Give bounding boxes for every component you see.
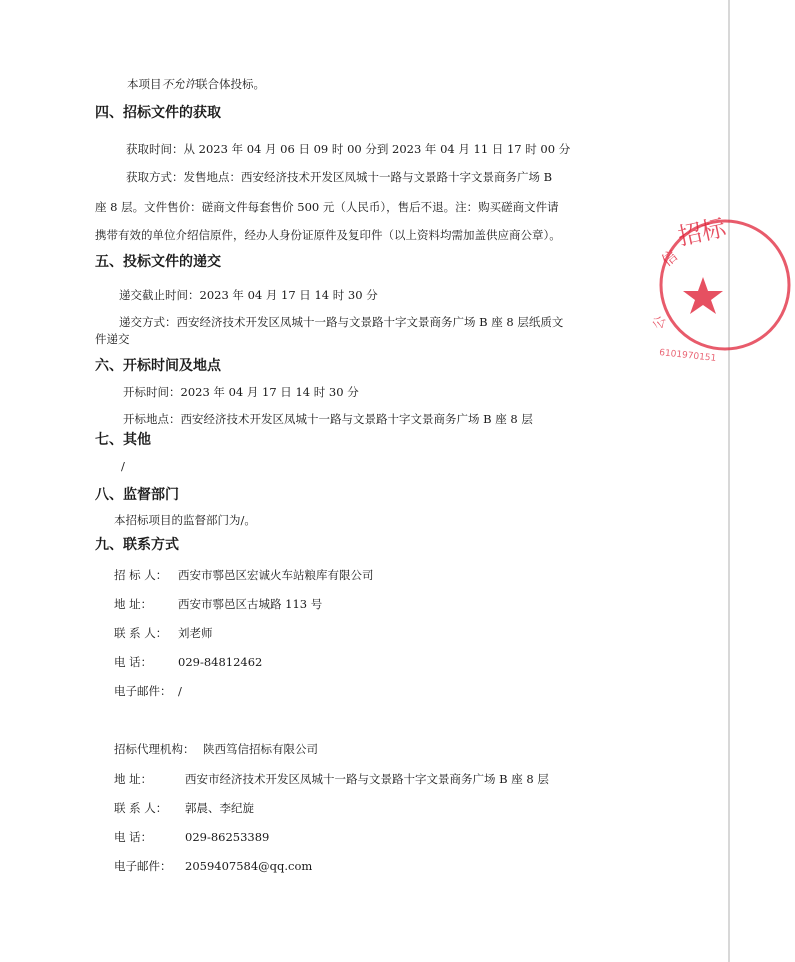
agency-phone-label: 电 话： [114,830,153,844]
section5-deadline: 递交截止时间：2023 年 04 月 17 日 14 时 30 分 [119,288,378,302]
agency-email-value: 2059407584@qq.com [185,859,313,873]
seal-side-char: 公 [650,314,670,332]
buyer-email-row [114,684,182,698]
agency-phone-value: 029-86253389 [185,830,270,844]
buyer-contact-row [114,626,213,640]
section8-content: 本招标项目的监督部门为/。 [114,513,256,527]
section5-method-2: 件递交 [95,332,130,346]
intro-prefix: 本项目 [127,77,162,91]
section8-title: 八、监督部门 [95,487,179,503]
buyer-address-value: 西安市鄠邑区古城路 113 号 [178,597,323,611]
agency-name-value: 陕西笃信招标有限公司 [203,742,318,756]
section4-method-1: 获取方式：发售地点：西安经济技术开发区凤城十一路与文景路十字文景商务广场 B [126,170,553,184]
agency-email-row [114,859,312,873]
page-edge [728,0,730,962]
buyer-name-value: 西安市鄠邑区宏诚火车站粮库有限公司 [178,568,374,582]
buyer-address-row [114,597,322,611]
buyer-name-row [114,568,374,582]
agency-email-label: 电子邮件： [114,859,172,873]
agency-name-row [114,742,318,756]
seal-star-icon [683,277,723,314]
agency-address-value: 西安市经济技术开发区凤城十一路与文景路十字文景商务广场 B 座 8 层 [185,772,549,786]
agency-address-row [114,772,549,786]
agency-contact-row [114,801,254,815]
section6-title: 六、开标时间及地点 [95,358,221,374]
buyer-phone-value: 029-84812462 [178,655,263,669]
section6-time: 开标时间：2023 年 04 月 17 日 14 时 30 分 [123,385,359,399]
intro-line [127,77,265,91]
buyer-address-label: 地 址： [114,597,153,611]
section4-time: 获取时间：从 2023 年 04 月 06 日 09 时 00 分到 2023 年 04 月 11 日 17 时 00 分 [126,142,571,156]
section5-method-1: 递交方式：西安经济技术开发区凤城十一路与文景路十字文景商务广场 B 座 8 层纸质文 [119,315,564,329]
buyer-contact-label: 联 系 人： [114,626,168,640]
buyer-email-label: 电子邮件： [114,684,172,698]
buyer-phone-label: 电 话： [114,655,153,669]
intro-emphasis: 不允许 [161,77,196,91]
section7-title: 七、其他 [95,432,151,448]
seal-text: 招标 [675,213,729,251]
agency-name-label: 招标代理机构： [114,742,195,756]
section6-place: 开标地点：西安经济技术开发区凤城十一路与文景路十字文景商务广场 B 座 8 层 [123,412,533,426]
official-seal [650,205,795,365]
section5-title: 五、投标文件的递交 [95,254,221,270]
section4-method-3: 携带有效的单位介绍信原件，经办人身份证原件及复印件（以上资料均需加盖供应商公章）。 [95,228,561,242]
agency-address-label: 地 址： [114,772,153,786]
section4-title: 四、招标文件的获取 [95,105,221,121]
section7-content: / [121,459,125,473]
buyer-phone-row [114,655,262,669]
buyer-contact-value: 刘老师 [178,626,213,640]
section4-method-2: 座 8 层。文件售价：磋商文件每套售价 500 元（人民币），售后不退。注：购买磋商文件请 [95,200,559,214]
intro-suffix: 联合体投标。 [196,77,265,91]
section9-title: 九、联系方式 [95,537,179,553]
agency-contact-label: 联 系 人： [114,801,168,815]
seal-number: 6101970151 [658,348,717,364]
agency-phone-row [114,830,269,844]
agency-contact-value: 郭晨、李纪旋 [185,801,254,815]
buyer-name-label: 招 标 人： [114,568,168,582]
seal-partial-char: 信 [658,246,682,271]
buyer-email-value: / [178,684,182,698]
